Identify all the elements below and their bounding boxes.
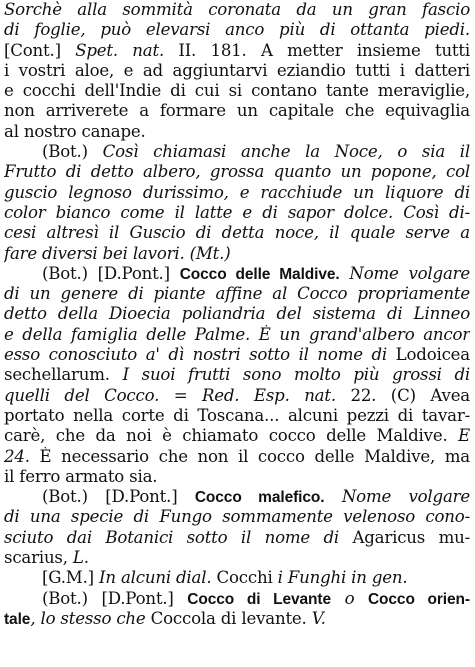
text-line bbox=[4, 41, 470, 61]
text-line bbox=[4, 20, 470, 40]
text-line bbox=[4, 487, 470, 507]
text-segment: color bianco come il latte e di sapor dolce. Così di- bbox=[4, 202, 470, 222]
text-segment: non arriverete a formare un capitale che equivaglia bbox=[4, 101, 470, 121]
text-line bbox=[4, 244, 470, 264]
text-segment: L. bbox=[72, 548, 89, 568]
text-segment: (Bot.) [D.Pont.] bbox=[42, 487, 195, 507]
text-segment: (Mt.) bbox=[189, 243, 231, 263]
text-line bbox=[4, 61, 470, 81]
text-segment: carè, che da noi è chiamato cocco delle Maldive. bbox=[4, 426, 459, 446]
text-segment: [G.M.] bbox=[42, 568, 100, 588]
text-segment: V. bbox=[311, 608, 326, 628]
text-segment: Nome volgare bbox=[324, 487, 470, 507]
text-segment: portato nella corte di Toscana... alcuni pezzi di tavar- bbox=[4, 405, 470, 425]
text-segment: e della famiglia delle Palme. È un grand'albero ancor bbox=[4, 324, 470, 344]
text-segment: e cocchi dell'Indie di cui si contano tante meraviglie, bbox=[4, 81, 470, 101]
text-segment: In alcuni dial. bbox=[99, 568, 212, 588]
text-segment: I suoi frutti sono molto più grossi di bbox=[122, 365, 470, 385]
text-segment: Frutto di detto albero, grossa quanto un popone, col bbox=[4, 162, 470, 182]
text-segment: È necessario che non il cocco delle Maldive, ma bbox=[29, 446, 470, 466]
text-segment: fare diversi bei lavori. bbox=[4, 243, 190, 263]
text-segment: i vostri aloe, e ad aggiuntarvi eziandio tutti i datteri bbox=[4, 60, 470, 80]
text-line bbox=[4, 203, 470, 223]
text-line bbox=[4, 386, 470, 406]
text-segment: Cocchi bbox=[211, 568, 278, 588]
text-line bbox=[4, 467, 470, 487]
text-segment: Sorchè alla sommità coronata da un gran fascio bbox=[4, 0, 470, 19]
text-line bbox=[4, 528, 470, 548]
text-segment: scarius, bbox=[4, 548, 73, 568]
text-segment: i Funghi in gen. bbox=[277, 568, 408, 588]
text-line bbox=[4, 568, 470, 588]
headword: Cocco di Levante bbox=[187, 590, 331, 608]
text-segment: 24. bbox=[4, 446, 30, 466]
text-segment: di una specie di Fungo sommamente velenoso cono- bbox=[4, 507, 470, 527]
text-line bbox=[4, 223, 470, 243]
text-segment: Nome volgare bbox=[339, 263, 470, 283]
text-segment: Così chiamasi anche la Noce, o sia il bbox=[102, 142, 470, 162]
text-line bbox=[4, 426, 470, 446]
text-segment: di foglie, può elevarsi anco più di ottanta piedi. bbox=[4, 20, 470, 40]
dictionary-page bbox=[4, 0, 470, 629]
text-line bbox=[4, 0, 470, 20]
text-line bbox=[4, 122, 470, 142]
text-segment: (Bot.) [D.Pont.] bbox=[42, 588, 188, 608]
text-segment: Agaricus mu- bbox=[352, 527, 470, 547]
text-line bbox=[4, 548, 470, 568]
text-line bbox=[4, 589, 470, 609]
headword: Cocco delle Maldive. bbox=[179, 265, 340, 283]
text-line bbox=[4, 101, 470, 121]
text-segment: di un genere di piante affine al Cocco propriamente bbox=[4, 284, 470, 304]
text-line bbox=[4, 284, 470, 304]
text-segment: detto della Dioecia poliandria del sistema di Linneo bbox=[4, 304, 470, 324]
text-segment: quelli del Cocco. = Red. Esp. nat. bbox=[4, 385, 336, 405]
headword: Cocco orien- bbox=[367, 590, 470, 608]
text-line bbox=[4, 142, 470, 162]
text-segment: (Bot.) bbox=[42, 142, 103, 162]
text-segment: [Cont.] bbox=[4, 40, 76, 60]
text-segment: 22. (C) Avea bbox=[335, 385, 470, 405]
text-line bbox=[4, 81, 470, 101]
text-segment: E bbox=[458, 426, 470, 446]
text-segment: , lo stesso che bbox=[30, 608, 151, 628]
text-segment: (Bot.) [D.Pont.] bbox=[42, 263, 180, 283]
text-line bbox=[4, 447, 470, 467]
text-segment: Lodoicea bbox=[395, 345, 470, 365]
text-line bbox=[4, 507, 470, 527]
text-segment: II. 181. A metter insieme tutti bbox=[164, 40, 470, 60]
text-segment: esso conosciuto a' dì nostri sotto il nome di bbox=[4, 345, 396, 365]
text-segment: al nostro canape. bbox=[4, 121, 146, 141]
text-line bbox=[4, 325, 470, 345]
text-line bbox=[4, 609, 470, 629]
text-line bbox=[4, 365, 470, 385]
text-line bbox=[4, 406, 470, 426]
text-line bbox=[4, 264, 470, 284]
headword: Cocco malefico. bbox=[194, 489, 325, 507]
text-segment: cesi altresì il Guscio di detta noce, il quale serve a bbox=[4, 223, 470, 243]
text-segment: sechellarum. bbox=[4, 365, 123, 385]
text-segment: Coccola di levante. bbox=[150, 608, 312, 628]
text-segment: sciuto dai Botanici sotto il nome di bbox=[4, 527, 353, 547]
text-line bbox=[4, 183, 470, 203]
headword: tale bbox=[4, 610, 31, 628]
text-line bbox=[4, 162, 470, 182]
text-segment: il ferro armato sia. bbox=[4, 466, 158, 486]
text-segment: o bbox=[331, 588, 368, 608]
text-line bbox=[4, 304, 470, 324]
text-segment: Spet. nat. bbox=[75, 40, 165, 60]
text-line bbox=[4, 345, 470, 365]
text-segment: guscio legnoso durissimo, e racchiude un liquore di bbox=[4, 182, 470, 202]
